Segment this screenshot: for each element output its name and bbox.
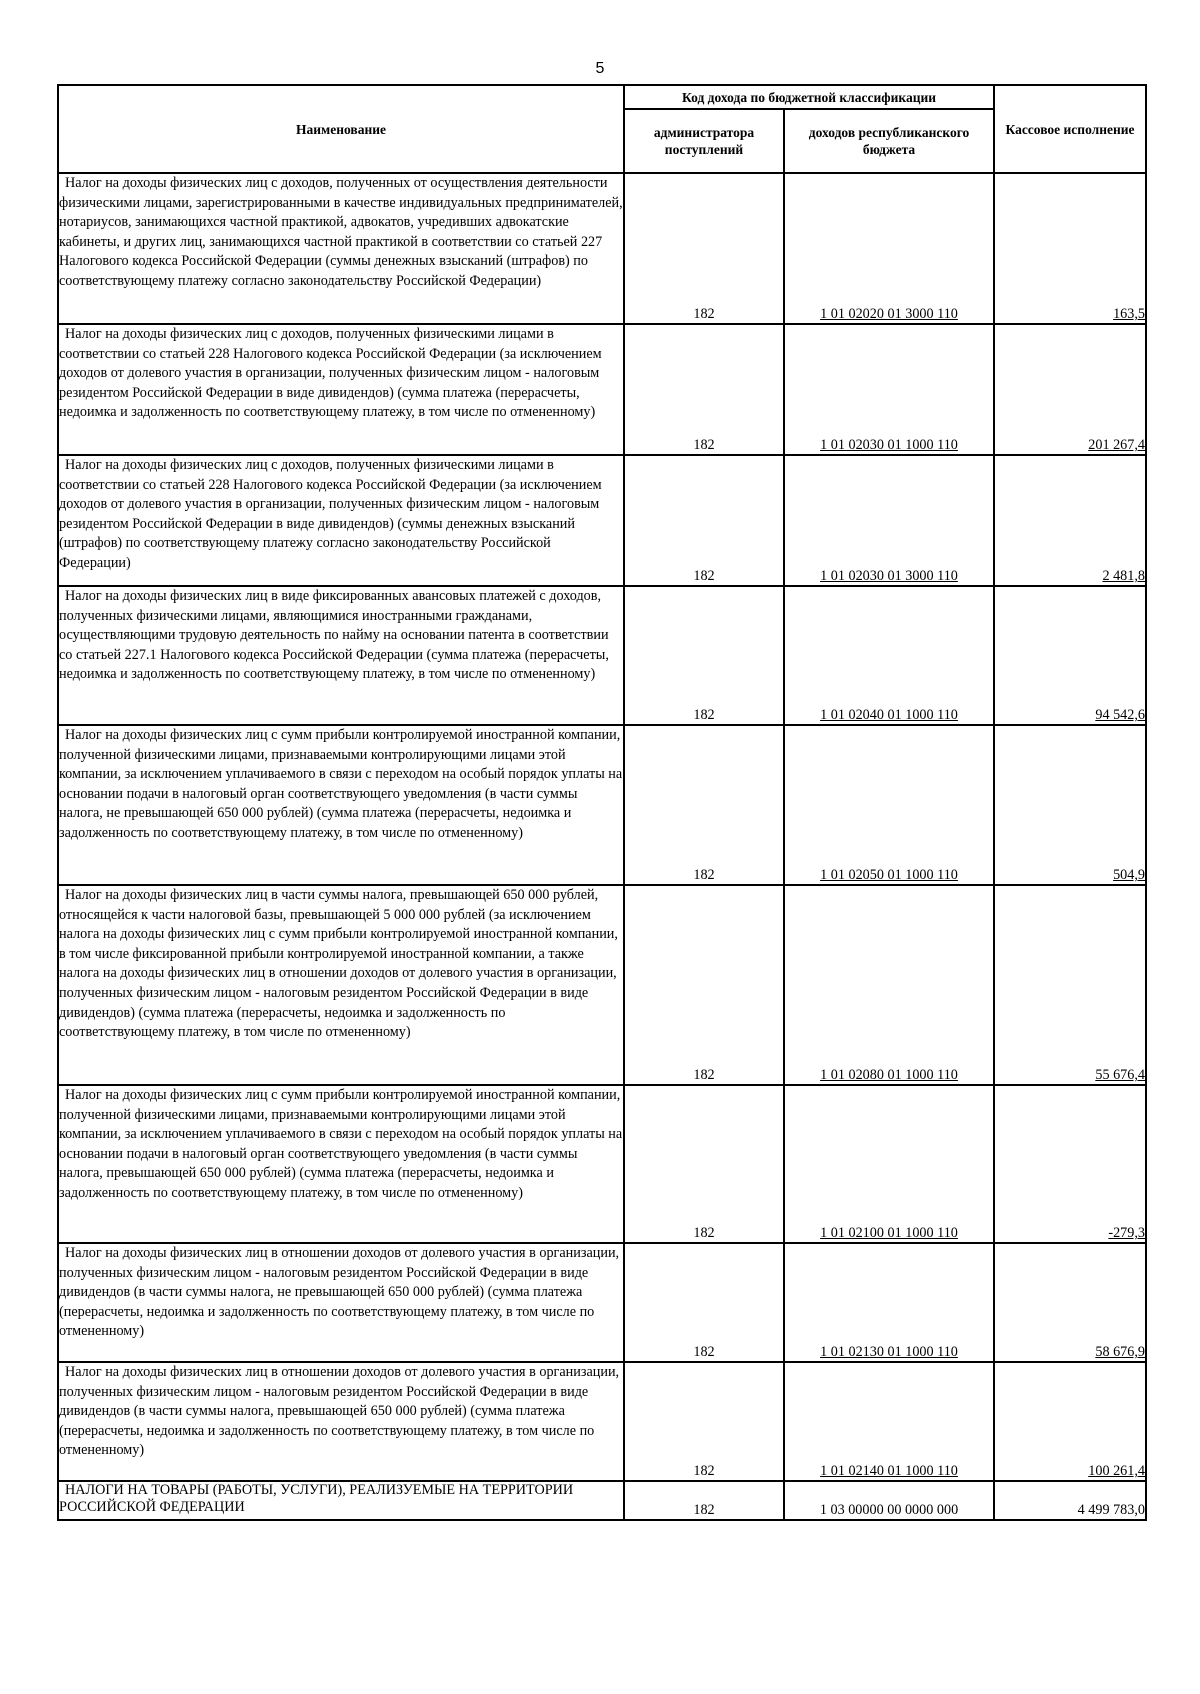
row-budget-code: 1 01 02100 01 1000 110 [784,1085,994,1243]
row-name: Налог на доходы физических лиц в виде фиксированных авансовых платежей с доходов, полученных физическими лицами, являющимися иностранными гражданами, осуществляющими трудовую деятельность по найму на основании патента в соответствии со статьей 227.1 Налогового кодекса Российской Федерации (сумма платежа (перерасчеты, недоимка и задолженность по соответствующему платежу, в том числе по отмененному) [58,586,624,725]
table-row [58,586,1146,725]
row-sum: 163,5 [994,173,1146,324]
row-name: Налог на доходы физических лиц с доходов, полученных физическими лицами в соответствии со статьей 228 Налогового кодекса Российской Федерации (за исключением доходов от долевого участия в организации, полученных физическим лицом - налоговым резидентом Российской Федерации в виде дивидендов) (суммы денежных взысканий (штрафов) по соответствующему платежу согласно законодательству Российской Федерации) [58,455,624,586]
row-sum: 55 676,4 [994,885,1146,1085]
page-number: 5 [595,60,605,77]
table-row [58,173,1146,324]
row-sum: 100 261,4 [994,1362,1146,1481]
header-admin: администратора поступлений [624,109,784,173]
row-sum: 504,9 [994,725,1146,885]
budget-revenue-table [57,84,1147,1521]
row-sum: 58 676,9 [994,1243,1146,1362]
header-code-group: Код дохода по бюджетной классификации [624,85,994,109]
header-sum: Кассовое исполнение [994,85,1146,173]
row-budget-code: 1 01 02040 01 1000 110 [784,586,994,725]
row-admin-code: 182 [624,1481,784,1520]
row-name: Налог на доходы физических лиц в отношении доходов от долевого участия в организации, полученных физическим лицом - налоговым резидентом Российской Федерации в виде дивидендов (в части суммы налога, превышающей 650 000 рублей) (сумма платежа (перерасчеты, недоимка и задолженность по соответствующему платежу, в том числе по отмененному) [58,1362,624,1481]
row-budget-code: 1 01 02140 01 1000 110 [784,1362,994,1481]
row-budget-code: 1 01 02080 01 1000 110 [784,885,994,1085]
row-name: Налог на доходы физических лиц с доходов, полученных от осуществления деятельности физическими лицами, зарегистрированными в качестве индивидуальных предпринимателей, нотариусов, занимающихся частной практикой, адвокатов, учредивших адвокатские кабинеты, и других лиц, занимающихся частной практикой в соответствии со статьей 227 Налогового кодекса Российской Федерации (суммы денежных взысканий (штрафов) по соответствующему платежу согласно законодательству Российской Федерации) [58,173,624,324]
table-row [58,1481,1146,1520]
row-name: Налог на доходы физических лиц с сумм прибыли контролируемой иностранной компании, полученной физическими лицами, признаваемыми контролирующими лицами этой компании, за исключением уплачиваемого в связи с переходом на особый порядок уплаты на основании подачи в налоговый орган соответствующего уведомления (в части суммы налога, не превышающей 650 000 рублей) (сумма платежа (перерасчеты, недоимка и задолженность по соответствующему платежу, в том числе по отмененному) [58,725,624,885]
row-admin-code: 182 [624,455,784,586]
row-sum: 201 267,4 [994,324,1146,455]
table-row [58,1085,1146,1243]
table-row [58,324,1146,455]
row-name: Налог на доходы физических лиц с сумм прибыли контролируемой иностранной компании, полученной физическими лицами, признаваемыми контролирующими лицами этой компании, за исключением уплачиваемого в связи с переходом на особый порядок уплаты на основании подачи в налоговый орган соответствующего уведомления (в части суммы налога, превышающей 650 000 рублей) (сумма платежа (перерасчеты, недоимка и задолженность по соответствующему платежу, в том числе по отмененному) [58,1085,624,1243]
row-admin-code: 182 [624,324,784,455]
row-name: Налог на доходы физических лиц в отношении доходов от долевого участия в организации, полученных физическим лицом - налоговым резидентом Российской Федерации в виде дивидендов (в части суммы налога, не превышающей 650 000 рублей) (сумма платежа (перерасчеты, недоимка и задолженность по соответствующему платежу, в том числе по отмененному) [58,1243,624,1362]
row-admin-code: 182 [624,173,784,324]
row-budget-code: 1 01 02020 01 3000 110 [784,173,994,324]
row-name: Налог на доходы физических лиц с доходов, полученных физическими лицами в соответствии со статьей 228 Налогового кодекса Российской Федерации (за исключением доходов от долевого участия в организации, полученных физическим лицом - налоговым резидентом Российской Федерации в виде дивидендов) (сумма платежа (перерасчеты, недоимка и задолженность по соответствующему платежу, в том числе по отмененному) [58,324,624,455]
row-admin-code: 182 [624,725,784,885]
row-name: Налог на доходы физических лиц в части суммы налога, превышающей 650 000 рублей, относящейся к части налоговой базы, превышающей 5 000 000 рублей (за исключением налога на доходы физических лиц с сумм прибыли контролируемой иностранной компании, в том числе фиксированной прибыли контролируемой иностранной компании, а также налога на доходы физических лиц в отношении доходов от долевого участия в организации, полученных физическим лицом - налоговым резидентом Российской Федерации в виде дивидендов) (сумма платежа (перерасчеты, недоимка и задолженность по соответствующему платежу, в том числе по отмененному) [58,885,624,1085]
row-admin-code: 182 [624,1085,784,1243]
table-row [58,1362,1146,1481]
row-budget-code: 1 03 00000 00 0000 000 [784,1481,994,1520]
table-row [58,885,1146,1085]
row-sum: 2 481,8 [994,455,1146,586]
row-budget-code: 1 01 02030 01 3000 110 [784,455,994,586]
header-code: доходов республиканского бюджета [784,109,994,173]
row-admin-code: 182 [624,1243,784,1362]
table-row [58,455,1146,586]
header-name: Наименование [58,85,624,173]
row-name: НАЛОГИ НА ТОВАРЫ (РАБОТЫ, УСЛУГИ), РЕАЛИЗУЕМЫЕ НА ТЕРРИТОРИИ РОССИЙСКОЙ ФЕДЕРАЦИИ [58,1481,624,1520]
table-row [58,1243,1146,1362]
table-row [58,725,1146,885]
row-budget-code: 1 01 02030 01 1000 110 [784,324,994,455]
row-admin-code: 182 [624,885,784,1085]
row-budget-code: 1 01 02130 01 1000 110 [784,1243,994,1362]
row-sum: 4 499 783,0 [994,1481,1146,1520]
row-sum: 94 542,6 [994,586,1146,725]
row-sum: -279,3 [994,1085,1146,1243]
row-admin-code: 182 [624,586,784,725]
row-admin-code: 182 [624,1362,784,1481]
row-budget-code: 1 01 02050 01 1000 110 [784,725,994,885]
